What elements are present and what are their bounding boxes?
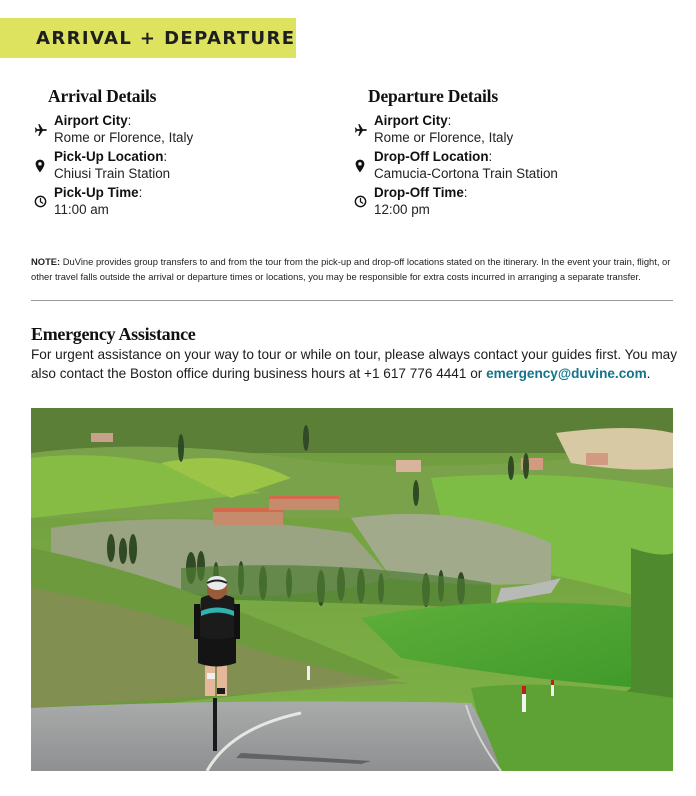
emergency-title: Emergency Assistance — [31, 324, 196, 344]
departure-details — [354, 86, 674, 221]
departure-airport-city: Airport City: Rome or Florence, Italy — [354, 113, 674, 146]
item-label: Drop-Off Location — [374, 149, 489, 164]
tuscany-cyclist-photo — [31, 408, 673, 771]
airplane-icon — [34, 120, 54, 140]
item-label: Airport City — [54, 113, 128, 128]
airplane-icon — [354, 120, 374, 140]
location-pin-icon — [354, 156, 374, 176]
item-label: Airport City — [374, 113, 448, 128]
item-value: Camucia-Cortona Train Station — [374, 165, 558, 181]
arrival-details — [34, 86, 354, 221]
item-value: Chiusi Train Station — [54, 165, 171, 181]
departure-dropoff-location: Drop-Off Location: Camucia-Cortona Train Station — [354, 149, 674, 182]
item-value: Rome or Florence, Italy — [374, 129, 514, 145]
divider — [31, 300, 673, 301]
section-banner — [0, 18, 296, 58]
clock-icon — [34, 192, 54, 212]
arrival-pickup-time: Pick-Up Time: 11:00 am — [34, 185, 354, 218]
arrival-title: Arrival Details — [48, 86, 157, 106]
item-label: Drop-Off Time — [374, 185, 464, 200]
arrival-airport-city: Airport City: Rome or Florence, Italy — [34, 113, 354, 146]
item-value: 12:00 pm — [374, 201, 430, 217]
note-prefix: NOTE: — [31, 256, 61, 267]
item-label: Pick-Up Time — [54, 185, 139, 200]
emergency-text: For urgent assistance on your way to tour or while on tour, please always contact your guides first. You may also contact the Boston office during business hours at +1 617 776 4441 or — [31, 347, 678, 381]
item-value: 11:00 am — [54, 201, 109, 217]
arrival-pickup-location: Pick-Up Location: Chiusi Train Station — [34, 149, 354, 182]
emergency-body — [31, 346, 681, 383]
section-title: ARRIVAL + DEPARTURE — [36, 27, 296, 49]
emergency-suffix: . — [646, 365, 651, 381]
transfer-note — [31, 254, 681, 284]
item-value: Rome or Florence, Italy — [54, 129, 194, 145]
emergency-email-link[interactable]: emergency@duvine.com — [486, 365, 647, 381]
note-text: DuVine provides group transfers to and from the tour from the pick-up and drop-off locations stated on the itinerary. In the event your train, flight, or other travel falls outside the arrival or departure times or locations, you may be responsible for extra costs incurred in arranging a separate transfer. — [31, 256, 671, 282]
location-pin-icon — [34, 156, 54, 176]
clock-icon — [354, 192, 374, 212]
departure-dropoff-time: Drop-Off Time: 12:00 pm — [354, 185, 674, 218]
departure-title: Departure Details — [368, 86, 498, 106]
item-label: Pick-Up Location — [54, 149, 164, 164]
